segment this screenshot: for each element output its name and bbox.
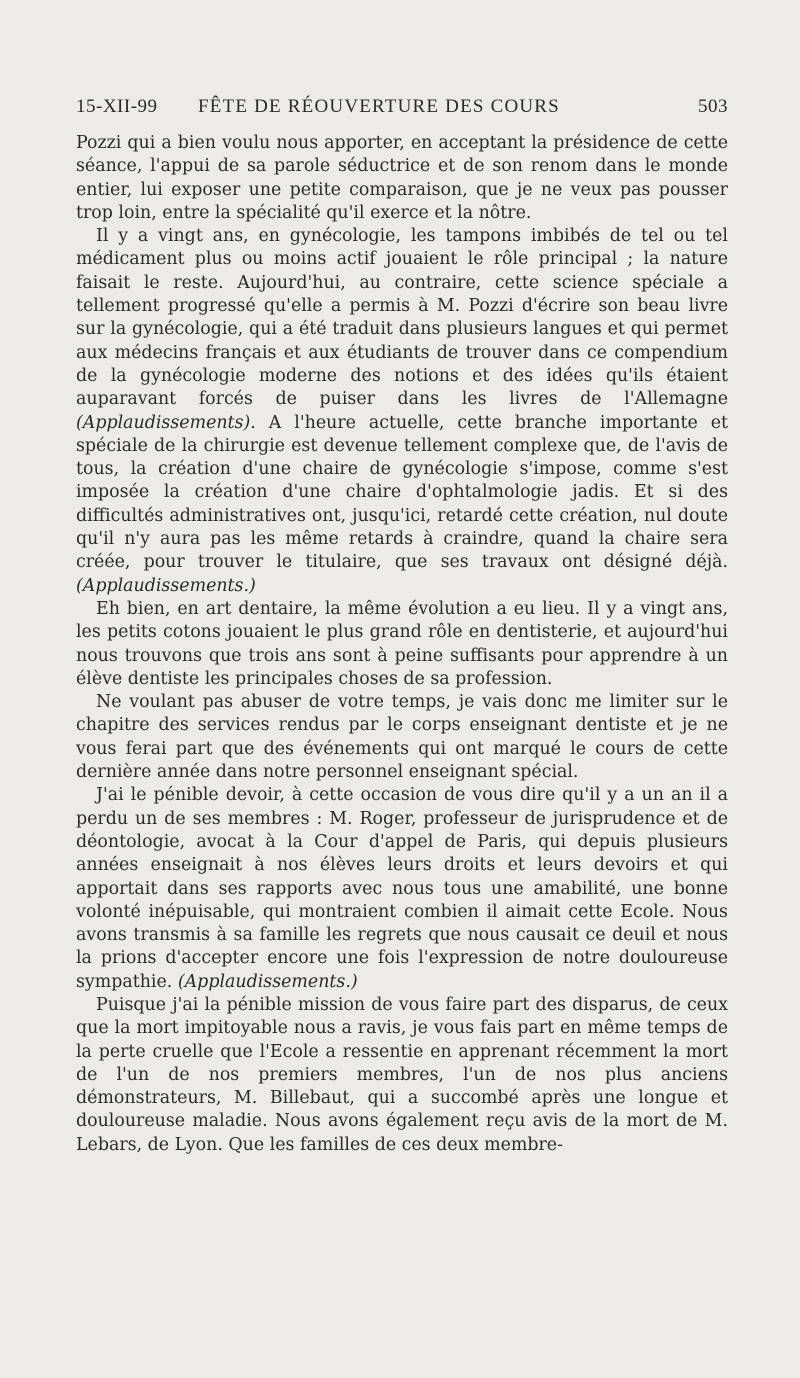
- header-date: 15-XII-99: [76, 96, 158, 117]
- paragraph: [76, 994, 728, 1157]
- paragraph-text: Il y a vingt ans, en gynécologie, les tampons imbibés de tel ou tel médicament plus ou moins actif jouaient le rôle principal ; la nature faisait le reste. Aujourd'hui, au contraire, cette science spéciale a tellement progressé qu'elle a permis à M. Pozzi d'écrire son beau livre sur la gynécologie, qui a été traduit dans plusieurs langues et qui permet aux médecins français et aux étudiants de trouver dans ce compendium de la gynécologie moderne des notions et des idées qu'ils étaient auparavant forcés de puiser dans les livres de l'Allemagne: [76, 226, 728, 410]
- paragraph: [76, 598, 728, 691]
- paragraph-text: . A l'heure actuelle, cette branche importante et spéciale de la chirurgie est devenue tellement complexe que, de l'avis de tous, la création d'une chaire de gynécologie s'impose, comme s'est imposée la création d'une chaire d'ophtalmologie jadis. Et si des difficultés administratives ont, jusqu'ici, retardé cette création, nul doute qu'il n'y aura pas les même retards à craindre, quand la chaire sera créée, pour trouver le titulaire, que ses travaux ont désigné déjà.: [76, 412, 728, 573]
- body-text: [76, 132, 728, 1157]
- applause-note: (Applaudissements.): [177, 971, 358, 992]
- paragraph: [76, 691, 728, 784]
- header-title: FÊTE DE RÉOUVERTURE DES COURS: [198, 96, 560, 117]
- page-number: 503: [698, 96, 728, 117]
- paragraph: [76, 225, 728, 598]
- paragraph-text: Ne voulant pas abuser de votre temps, je vais donc me limiter sur le chapitre des services rendus par le corps enseignant dentiste et je ne vous ferai part que des événements qui ont marqué le cours de cette dernière année dans notre personnel enseignant spécial.: [76, 692, 728, 783]
- paragraph-text: Puisque j'ai la pénible mission de vous faire part des disparus, de ceux que la mort impitoyable nous a ravis, je vous fais part en même temps de la perte cruelle que l'Ecole a ressentie en apprenant récemment la mort de l'un de nos premiers membres, l'un de nos plus anciens démonstrateurs, M. Billebaut, qui a succombé après une longue et douloureuse maladie. Nous avons également reçu avis de la mort de M. Lebars, de Lyon. Que les familles de ces deux membre-: [76, 994, 728, 1155]
- applause-note: (Applaudissements.): [76, 575, 256, 596]
- paragraph: [76, 132, 728, 225]
- running-header: [76, 96, 728, 126]
- applause-note: (Applaudissements): [76, 412, 251, 433]
- paragraph-text: Eh bien, en art dentaire, la même évolution a eu lieu. Il y a vingt ans, les petits cotons jouaient le plus grand rôle en dentisterie, et aujourd'hui nous trouvons que trois ans sont à peine suffisants pour apprendre à un élève dentiste les principales choses de sa profession.: [76, 598, 728, 689]
- paragraph: [76, 784, 728, 994]
- paragraph-text: J'ai le pénible devoir, à cette occasion de vous dire qu'il y a un an il a perdu un de ses membres : M. Roger, professeur de jurisprudence et de déontologie, avocat à la Cour d'appel de Paris, qui depuis plusieurs années enseignait à nos élèves leurs droits et leurs devoirs et qui apportait dans ses rapports avec nous tous une amabilité, une bonne volonté inépuisable, qui montraient combien il aimait cette Ecole. Nous avons transmis à sa famille les regrets que nous causait ce deuil et nous la prions d'accepter encore une fois l'expression de notre douloureuse sympathie.: [76, 785, 728, 992]
- paragraph-text: Pozzi qui a bien voulu nous apporter, en acceptant la présidence de cette séance, l'appui de sa parole séductrice et de son renom dans le monde entier, lui exposer une petite comparaison, que je ne veux pas pousser trop loin, entre la spécialité qu'il exerce et la nôtre.: [76, 133, 728, 223]
